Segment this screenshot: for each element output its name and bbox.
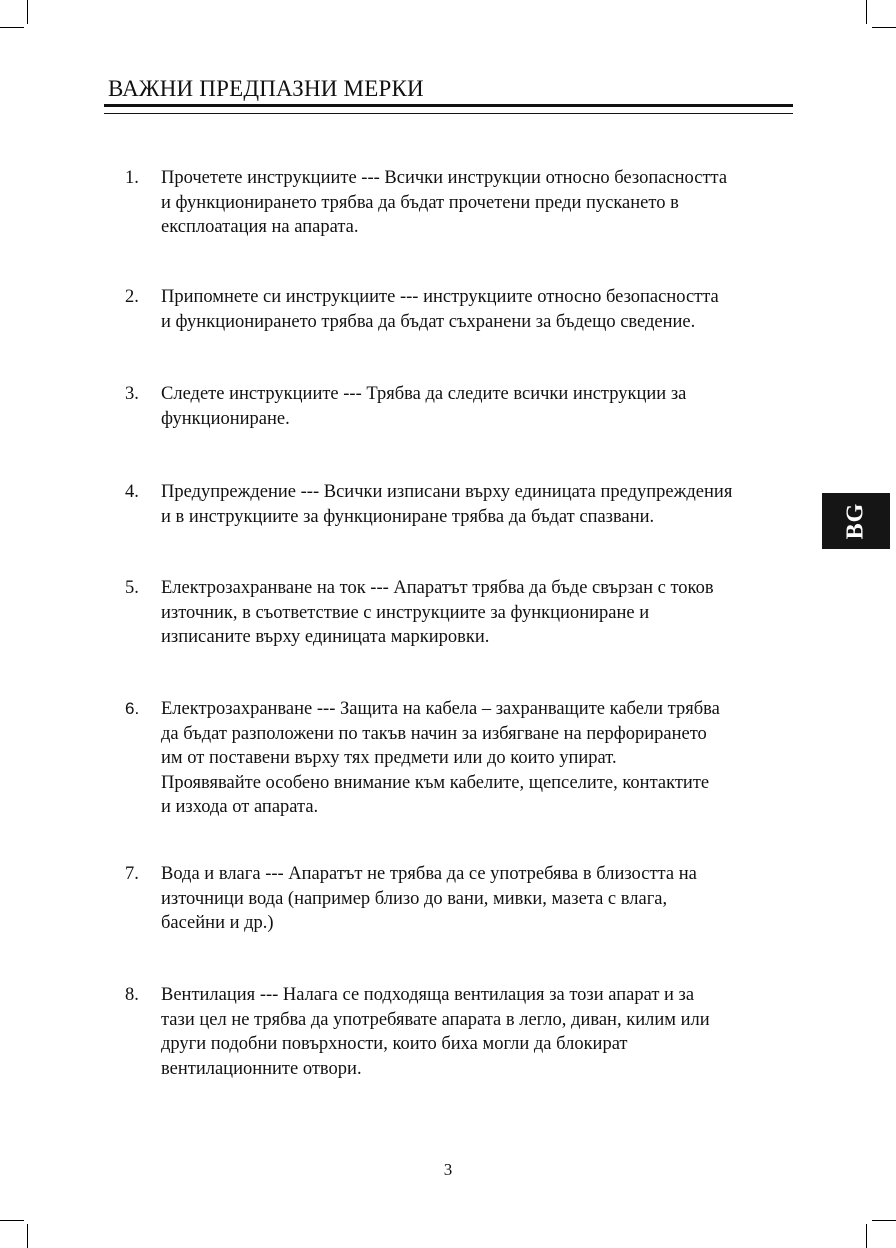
- item-text: Вода и влага --- Апаратът не трябва да се употребява в близостта на източници вода (например близо до вани, мивки, мазета с влага, басейни и др.): [161, 864, 697, 933]
- crop-mark-top-left-horizontal: [0, 27, 24, 28]
- item-text: Предупреждение --- Всички изписани върху единицата предупреждения и в инструкциите за функциониране трябва да бъдат спазвани.: [161, 482, 733, 527]
- crop-mark-top-left-vertical: [27, 0, 28, 24]
- list-item: [125, 166, 805, 240]
- item-text: Електрозахранване на ток --- Апаратът трябва да бъде свързан с токов източник, в съответствие с инструкциите за функциониране и изписаните върху единицата маркировки.: [161, 578, 714, 647]
- item-number: 8.: [125, 985, 139, 1005]
- item-number: 5.: [125, 578, 139, 598]
- list-item: [125, 576, 805, 650]
- item-number: 7.: [125, 864, 139, 884]
- list-item: [125, 382, 805, 431]
- item-text: Вентилация --- Налага се подходяща вентилация за този апарат и за тази цел не трябва да употребявате апарата в легло, диван, килим или други подобни повърхности, които биха могли да блокират вентилационните отвори.: [161, 985, 710, 1079]
- header-rule-thick: [104, 104, 793, 107]
- crop-mark-bottom-left-vertical: [27, 1224, 28, 1248]
- item-text: Припомнете си инструкциите --- инструкциите относно безопасността и функционирането трябва да бъдат съхранени за бъдещо сведение.: [161, 287, 719, 332]
- item-number: 4.: [125, 482, 139, 502]
- list-item: [125, 285, 805, 334]
- crop-mark-bottom-left-horizontal: [0, 1220, 24, 1221]
- page-title: ВАЖНИ ПРЕДПАЗНИ МЕРКИ: [108, 76, 424, 101]
- crop-mark-bottom-right-vertical: [866, 1224, 867, 1248]
- header-rule-thin: [104, 113, 793, 114]
- language-tab-label: BG: [842, 502, 869, 540]
- crop-mark-bottom-right-horizontal: [872, 1220, 896, 1221]
- item-number: 2.: [125, 287, 139, 307]
- page-number: 3: [443, 1160, 453, 1179]
- item-text: Следете инструкциите --- Трябва да следите всички инструкции за функциониране.: [161, 384, 687, 429]
- item-number: 3.: [125, 384, 139, 404]
- item-text: Прочетете инструкциите --- Всички инструкции относно безопасността и функционирането трябва да бъдат прочетени преди пускането в експлоатация на апарата.: [161, 168, 728, 237]
- list-item: [125, 862, 805, 936]
- item-number: 6.: [125, 699, 140, 718]
- item-number: 1.: [125, 168, 139, 188]
- list-item: [125, 983, 805, 1081]
- language-tab: [822, 493, 890, 549]
- list-item: [125, 480, 805, 529]
- list-item: [125, 697, 805, 820]
- crop-mark-top-right-vertical: [866, 0, 867, 24]
- item-text: Електрозахранване --- Защита на кабела – захранващите кабели трябва да бъдат разположени по такъв начин за избягване на перфорирането им от поставени върху тях предмети или до които упират. Проявявайте особено внимание към кабелите, щепселите, контактите и изхода от апарата.: [161, 699, 720, 817]
- crop-mark-top-right-horizontal: [872, 27, 896, 28]
